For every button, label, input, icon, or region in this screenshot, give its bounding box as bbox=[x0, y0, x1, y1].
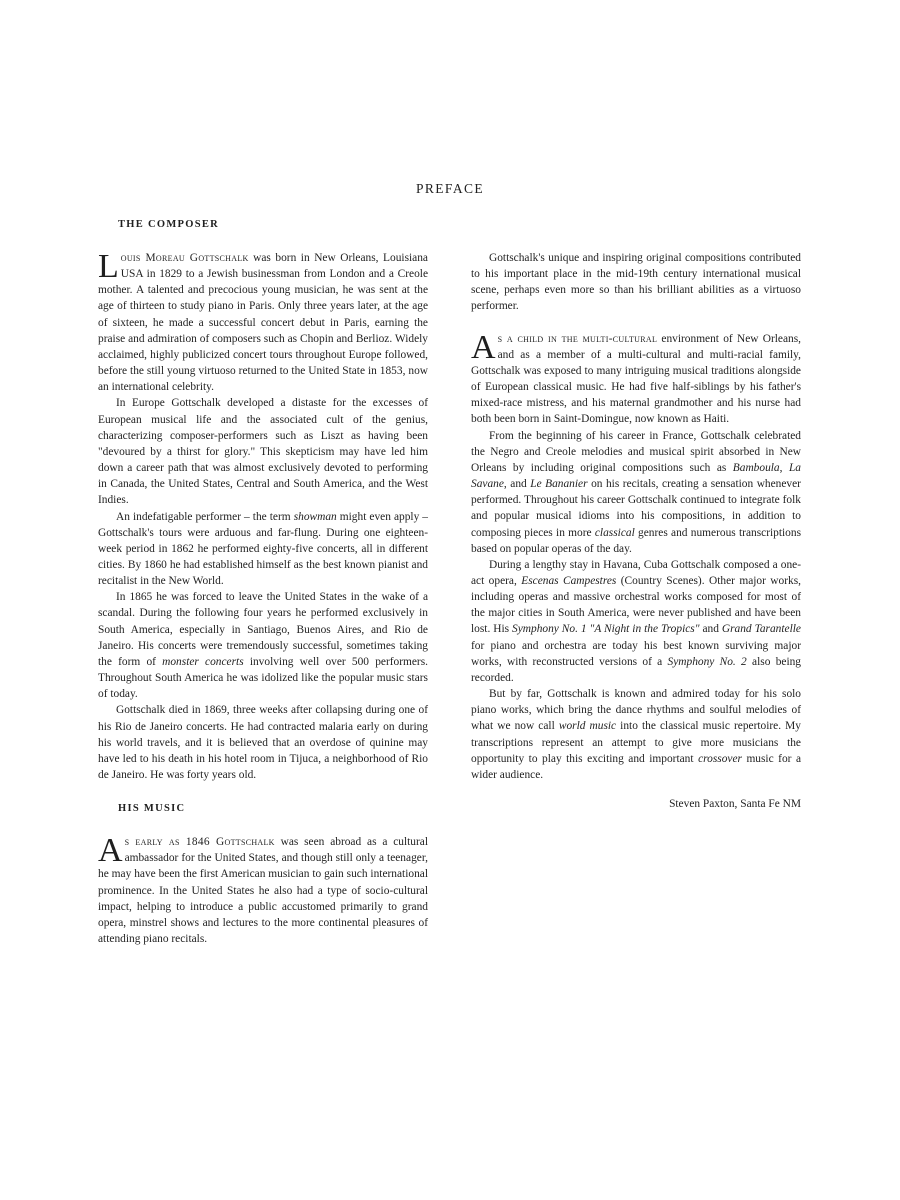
music-paragraph-3 bbox=[471, 328, 802, 428]
emphasis-text: world music bbox=[558, 720, 617, 733]
composer-paragraph-2: In Europe Gottschalk developed a distaste for the excesses of European musical life and the associated cult of the genius, characterizing composer-performers such as Liszt as having been "devoured by a thirst for glory." This skepticism may have led him down a career path that was almost exclusively devoted to performing in Canada, the United States, Central and South America, and the West Indies. bbox=[98, 397, 428, 507]
emphasis-text: monster concerts bbox=[162, 655, 244, 668]
drop-cap: A bbox=[471, 328, 496, 366]
paragraph-text: and bbox=[699, 623, 722, 636]
music-paragraph-1 bbox=[98, 834, 428, 947]
emphasis-text: Symphony No. 2 bbox=[667, 655, 747, 668]
paragraph-text: environment of New Orleans, and as a member of a multi-cultural and multi-racial family, Gottschalk was exposed to many intriguing musical traditions alongside of European classical music. He had five half-siblings by his father's mixed-race mistress, and his maternal grandmother and his nurse had both been born in Saint-Domingue, now known as Haiti. bbox=[471, 332, 802, 426]
music-paragraph-4 bbox=[471, 428, 801, 557]
paragraph-text: might even apply – Gottschalk's tours were arduous and far-flung. During one eighteen-week period in 1862 he performed eighty-five concerts, all in different cities. By 1860 he had established himself as the best known pianist and recitalist in the New World. bbox=[98, 510, 429, 588]
paragraph-text: , bbox=[779, 461, 789, 474]
composer-paragraph-3 bbox=[98, 509, 428, 590]
composer-paragraph-4 bbox=[98, 589, 428, 702]
composer-paragraph-1 bbox=[98, 250, 428, 395]
page-title: PREFACE bbox=[415, 181, 485, 196]
left-column bbox=[98, 219, 428, 947]
drop-cap: L bbox=[98, 248, 119, 285]
emphasis-text: Escenas Campestres bbox=[521, 574, 617, 587]
emphasis-text: Bamboula bbox=[732, 461, 780, 474]
paragraph-text: In 1865 he was forced to leave the United States in the wake of a scandal. During the following four years he performed exclusively in South America, especially in Santiago, Buenos Aires, and Rio de Janeiro. His concerts were tremendously successful, sometimes taking the form of bbox=[98, 591, 428, 668]
author-signature: Steven Paxton, Santa Fe NM bbox=[669, 798, 801, 810]
paragraph-text: involving well over 500 performers. Throughout South America he was idolized like the popular music stars of today. bbox=[98, 655, 429, 701]
paragraph-text: music for a wider audience. bbox=[471, 752, 801, 781]
music-paragraph-6 bbox=[471, 686, 801, 783]
lead-in-smallcaps: s early as 1846 Gottschalk bbox=[124, 836, 275, 849]
paragraph-text: for piano and orchestra are today his best known surviving major works, with reconstructed versions of a bbox=[471, 639, 801, 668]
paragraph-text: was born in New Orleans, Louisiana USA in 1829 to a Jewish businessman from London and a Creole mother. A talented and precocious young musician, he was sent at the age of thirteen to study piano in Paris. Only three years later, at the age of sixteen, he made a successful concert debut in Paris, earning the praise and admiration of composers such as Chopin and Berlioz. Widely acclaimed, highly publicized concert tours throughout Europe followed, before the still young virtuoso returned to the United State in 1853, now an international celebrity. bbox=[98, 252, 428, 394]
emphasis-text: La Savane bbox=[471, 461, 801, 491]
paragraph-text: into the classical music repertoire. My transcriptions represent an attempt to give more musicians the opportunity to play this exciting and important bbox=[471, 720, 801, 765]
lead-in-smallcaps: ouis Moreau Gottschalk bbox=[120, 252, 249, 264]
emphasis-text: Le Bananier bbox=[530, 478, 588, 491]
paragraph-text: also being recorded. bbox=[471, 655, 801, 684]
paragraph-text: , and bbox=[503, 478, 531, 491]
music-paragraph-2: Gottschalk's unique and inspiring original compositions contributed to his important place in the mid-19th century international musical scene, perhaps even more so than his brilliant abilities as a virtuoso performer. bbox=[471, 252, 801, 313]
right-column bbox=[471, 250, 801, 810]
emphasis-text: Grand Tarantelle bbox=[721, 623, 801, 636]
composer-paragraph-5: Gottschalk died in 1869, three weeks after collapsing during one of his Rio de Janeiro concerts. He had contracted malaria early on during his world travels, and it is believed that an overdose of quinine may have led to his death in his hotel room in Tijuca, a neighborhood of Rio de Janeiro. He was forty years old. bbox=[98, 704, 428, 781]
paragraph-text: on his recitals, creating a sensation whenever performed. Throughout his career Gottschalk continued to integrate folk and popular musical idioms into his compositions, in addition to composing pieces in more bbox=[471, 478, 801, 539]
paragraph-text: From the beginning of his career in France, Gottschalk celebrated the Negro and Creole melodies and musical spirit absorbed in New Orleans by including original compositions such as bbox=[471, 429, 801, 474]
paragraph-text: was seen abroad as a cultural ambassador for the United States, and though still only a teenager, he may have been the first American musician to gain such international prominence. In the United States he also had a type of socio-cultural impact, helping to introduce a public accustomed primarily to grand opera, minstrel shows and lectures to the more continental pleasures of attending piano recitals. bbox=[98, 836, 428, 946]
paragraph-gap bbox=[471, 315, 801, 331]
paragraph-text: genres and numerous transcriptions based on popular operas of the day. bbox=[471, 526, 801, 555]
paragraph-text: But by far, Gottschalk is known and admired today for his solo piano works, which bring the dance rhythms and soulful melodies of what we now call bbox=[471, 688, 801, 733]
paragraph-text: (Country Scenes). Other major works, including operas and massive orchestral works composed for most of the major cities in South America, were never published and have been lost. His bbox=[471, 574, 801, 636]
emphasis-text: Symphony No. 1 "A Night in the Tropics" bbox=[512, 623, 700, 636]
music-paragraph-5 bbox=[471, 557, 801, 686]
emphasis-text: showman bbox=[293, 510, 337, 523]
section-heading-composer: THE COMPOSER bbox=[118, 219, 220, 230]
paragraph-text: During a lengthy stay in Havana, Cuba Gottschalk composed a one-act opera, bbox=[471, 558, 801, 587]
emphasis-text: classical bbox=[594, 526, 635, 539]
section-heading-music: HIS MUSIC bbox=[118, 803, 186, 815]
emphasis-text: crossover bbox=[698, 752, 742, 765]
lead-in-smallcaps: s a child in the multi-cultural bbox=[497, 332, 658, 345]
paragraph-text: An indefatigable performer – the term bbox=[116, 510, 294, 523]
drop-cap: A bbox=[98, 832, 123, 870]
